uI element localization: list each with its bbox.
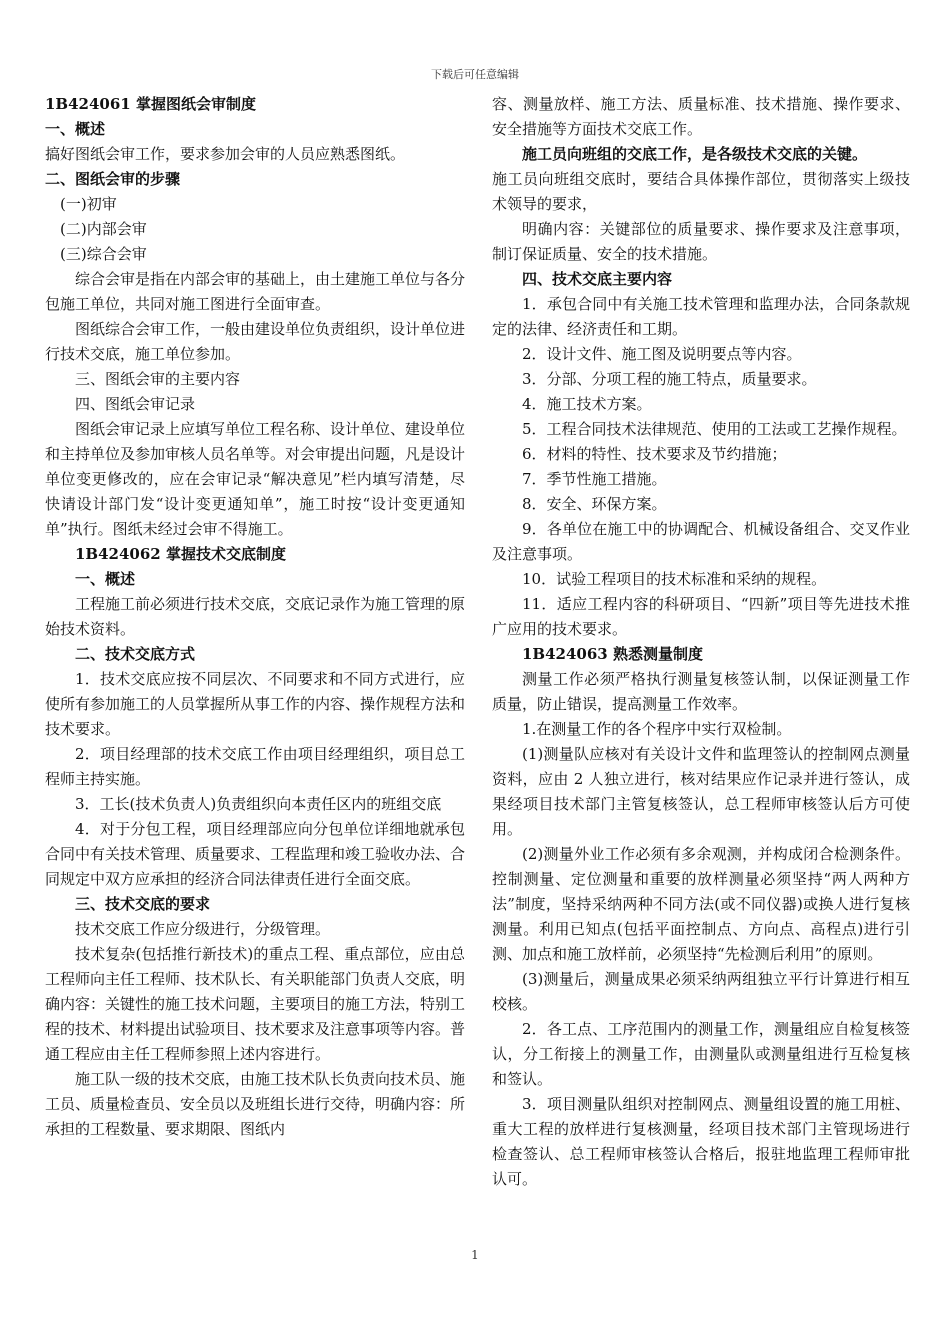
page-header: 下载后可任意编辑 [431,68,519,81]
paragraph: 综合会审是指在内部会审的基础上，由土建施工单位与各分包施工单位，共同对施工图进行全面审查。 [45,270,466,313]
paragraph: 2．项目经理部的技术交底工作由项目经理组织，项目总工程师主持实施。 [45,745,465,788]
paragraph: 图纸会审记录上应填写单位工程名称、设计单位、建设单位和主持单位及参加审核人员名单等。对会审提出问题，凡是设计单位变更修改的，应在会审记录“解决意见”栏内填写清楚，尽快请设计部门发“设计变更通知单”，施工时按“设计变更通知单”执行。图纸未经过会审不得施工。 [45,420,466,538]
paragraph: 四、图纸会审记录 [75,395,196,413]
paragraph: 3．项目测量队组织对控制网点、测量组设置的施工用桩、重大工程的放样进行复核测量，经项目技术部门主管现场进行检查签认、总工程师审核签认合格后，报驻地监理工程师审批认可。 [492,1095,910,1188]
paragraph: 5．工程合同技术法律规范、使用的工法或工艺操作规程。 [522,420,907,438]
section-heading: 一、概述 [75,570,136,588]
right-column [492,92,910,1192]
paragraph: 4．对于分包工程，项目经理部应向分包单位详细地就承包合同中有关技术管理、质量要求、工程监理和竣工验收办法、合同规定中双方应承担的经济合同法律责任进行全面交底。 [45,820,466,888]
section-heading: 施工员向班组的交底工作，是各级技术交底的关键。 [522,145,868,163]
paragraph: 11．适应工程内容的科研项目、“四新”项目等先进技术推广应用的技术要求。 [492,595,910,638]
paragraph: 技术复杂(包括推行新技术)的重点工程、重点部位，应由总工程师向主任工程师、技术队长、有关职能部门负责人交底，明确内容：关键性的施工技术问题，主要项目的施工方法，特别工程的技术、材料提出试验项目、技术要求及注意事项等内容。普通工程应由主任工程师参照上述内容进行。 [45,945,466,1063]
section-heading: 二、技术交底方式 [75,645,196,663]
section-heading: 四、技术交底主要内容 [522,270,673,288]
paragraph: 图纸综合会审工作，一般由建设单位负责组织，设计单位进行技术交底，施工单位参加。 [45,320,466,363]
paragraph: 施工员向班组交底时，要结合具体操作部位，贯彻落实上级技术领导的要求， [492,170,910,213]
left-column [45,92,465,1142]
paragraph: 4．施工技术方案。 [522,395,652,413]
paragraph: 10．试验工程项目的技术标准和采纳的规程。 [522,570,827,588]
paragraph: 2．各工点、工序范围内的测量工作，测量组应自检复核签认，分工衔接上的测量工作，由测量队或测量组进行互检复核和签认。 [492,1020,910,1088]
paragraph: 8．安全、环保方案。 [522,495,667,513]
paragraph: 1．承包合同中有关施工技术管理和监理办法，合同条款规定的法律、经济责任和工期。 [492,295,910,338]
section-heading: 1B424062 掌握技术交底制度 [75,545,286,563]
section-heading: 二、图纸会审的步骤 [45,170,181,188]
paragraph: 工程施工前必须进行技术交底，交底记录作为施工管理的原始技术资料。 [45,595,466,638]
paragraph: 施工队一级的技术交底，由施工技术队长负责向技术员、施工员、质量检查员、安全员以及班组长进行交待，明确内容：所承担的工程数量、要求期限、图纸内 [45,1070,466,1138]
paragraph: 明确内容：关键部位的质量要求、操作要求及注意事项，制订保证质量、安全的技术措施。 [492,220,910,263]
paragraph: 3．工长(技术负责人)负责组织向本责任区内的班组交底 [75,795,442,813]
paragraph: 搞好图纸会审工作，要求参加会审的人员应熟悉图纸。 [45,145,406,163]
section-heading: 1B424063 熟悉测量制度 [522,645,703,663]
paragraph: (三)综合会审 [60,245,147,263]
paragraph: 6．材料的特性、技术要求及节约措施； [522,445,787,463]
paragraph: 3．分部、分项工程的施工特点，质量要求。 [522,370,817,388]
paragraph: 容、测量放样、施工方法、质量标准、技术措施、操作要求、安全措施等方面技术交底工作。 [492,95,910,138]
paragraph: 三、图纸会审的主要内容 [75,370,241,388]
paragraph: 测量工作必须严格执行测量复核签认制，以保证测量工作质量，防止错误，提高测量工作效率。 [492,670,910,713]
paragraph: (3)测量后，测量成果必须采纳两组独立平行计算进行相互校核。 [492,970,910,1013]
paragraph: 7．季节性施工措施。 [522,470,667,488]
paragraph: (一)初审 [60,195,117,213]
paragraph: (二)内部会审 [60,220,147,238]
paragraph: 1．技术交底应按不同层次、不同要求和不同方式进行，应使所有参加施工的人员掌握所从事工作的内容、操作规程方法和技术要求。 [45,670,466,738]
paragraph: 1.在测量工作的各个程序中实行双检制。 [522,720,792,738]
paragraph: (1)测量队应核对有关设计文件和监理签认的控制网点测量资料，应由 2 人独立进行，核对结果应作记录并进行签认，成果经项目技术部门主管复核签认，总工程师审核签认后方可使用。 [492,745,910,838]
section-heading: 三、技术交底的要求 [75,895,211,913]
paragraph: (2)测量外业工作必须有多余观测，并构成闭合检测条件。控制测量、定位测量和重要的放样测量必须坚持“两人两种方法”制度，坚持采纳两种不同方法(或不同仪器)或换人进行复核测量。利用已知点(包括平面控制点、方向点、高程点)进行引测、加点和施工放样前，必须坚持“先检测后利用”的原则。 [492,845,910,963]
section-heading: 1B424061 掌握图纸会审制度 [45,95,256,113]
paragraph: 技术交底工作应分级进行，分级管理。 [75,920,331,938]
section-heading: 一、概述 [45,120,106,138]
paragraph: 2．设计文件、施工图及说明要点等内容。 [522,345,802,363]
paragraph: 9．各单位在施工中的协调配合、机械设备组合、交叉作业及注意事项。 [492,520,910,563]
page-number: 1 [471,1248,479,1262]
